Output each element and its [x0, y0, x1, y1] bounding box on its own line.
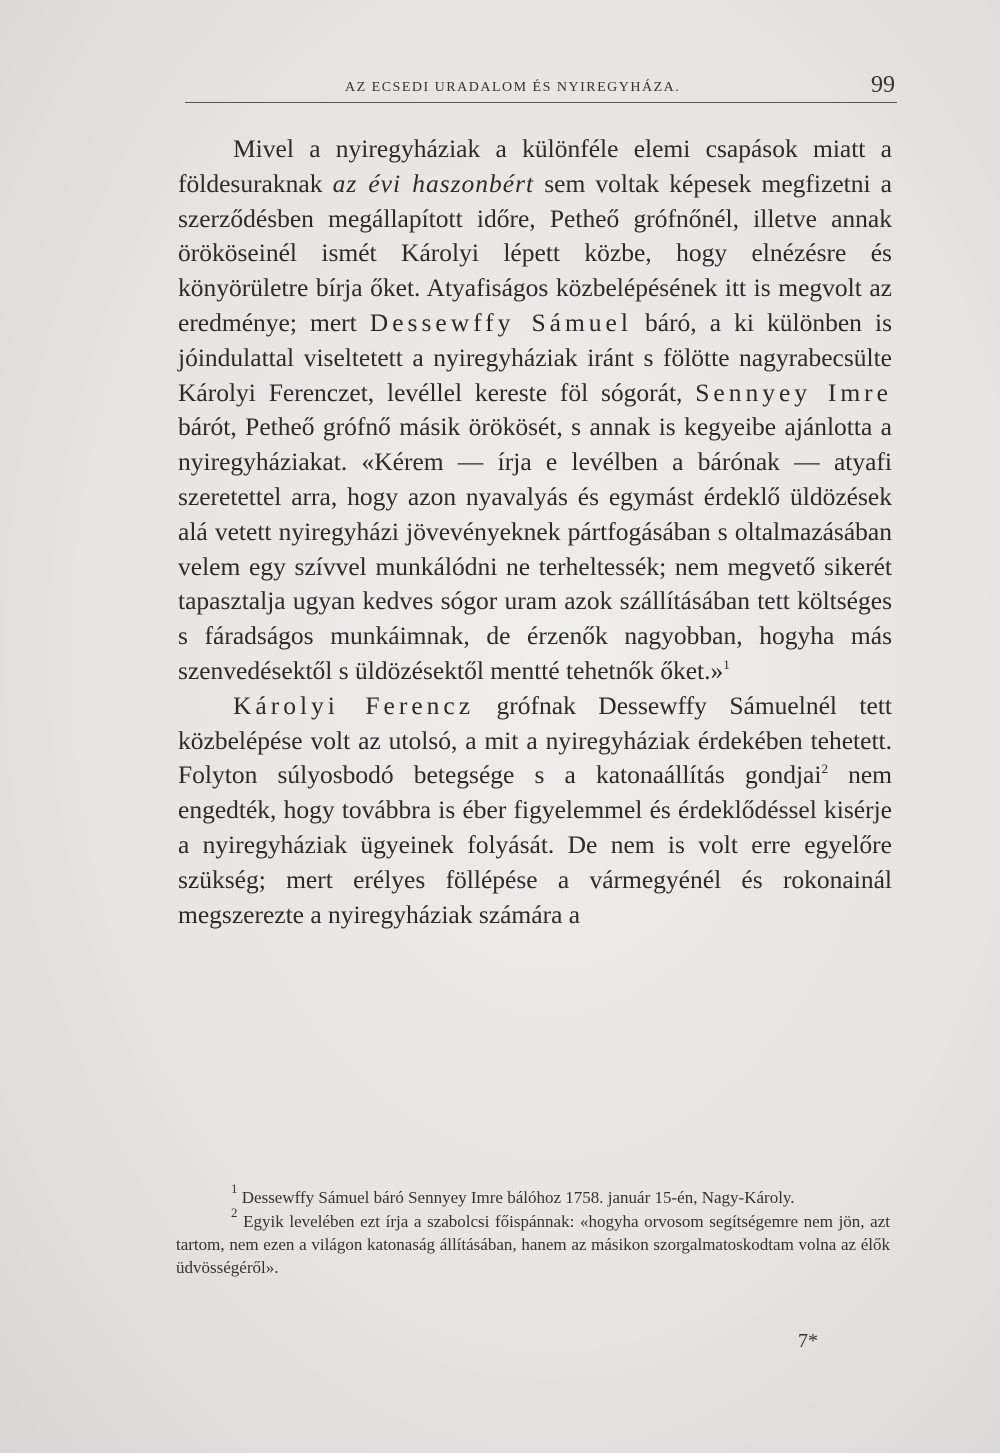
signature-mark: 7* [798, 1330, 818, 1352]
footnotes [176, 1181, 890, 1280]
italic-phrase: az évi haszonbért [332, 168, 535, 198]
footnote-ref-2: 2 [821, 761, 828, 777]
spaced-name: Sennyey Imre [695, 377, 892, 407]
spaced-name: Dessewffy Sámuel [369, 307, 632, 337]
footnote-2: $^2$ Egyik levelében ezt írja a szabolcsi főispánnak: «hogyha orvosom segítségemre nem jön, azt tartom, nem ezen a világon katonaság állításában, hanem az másikon szorgalmatoskodtam volna az élők üdvösségéről». [176, 1205, 890, 1277]
spaced-name: Károlyi Ferencz [233, 690, 475, 720]
body-text [178, 132, 892, 932]
paragraph-1: Mivel a nyiregyháziak a különféle elemi csapások miatt a földesuraknak az évi haszonbért sem voltak képesek megfizetni a szerződésben megállapított időre, Petheő grófnőnél, illetve annak örököseinél ismét Károlyi lépett közbe, hogy elnézésre és könyörületre bírja őket. Atyafiságos közbelépésének itt is megvolt az eredménye; mert Dessewffy Sámuel báró, a ki különben is jóindulattal viseltetett a nyiregyháziak iránt s fölötte nagyrabecsülte Károlyi Ferenczet, levéllel kereste föl sógorát, Sennyey Imre bárót, Petheő grófnő másik örökösét, s annak is kegyeibe ajánlotta a nyiregyháziakat. «Kérem — írja e levélben a bárónak — atyafi szeretettel arra, hogy azon nyavalyás és egymást érdeklő üldözések alá vetett nyiregyházi jövevényeknek pártfogásában s oltalmazásában velem egy szívvel munkálódni ne terheltessék; nem megvető sikerét tapasztalja ugyan kedves sógor uram azok szállításában tett költséges s fáradságos munkáimnak, de érzenők nagyobban, hogyha más szenvedésektől s üldözésektől mentté tehetnők őket.»$^1$ [178, 134, 892, 685]
footnote-ref-1: 1 [723, 656, 730, 672]
page-header [185, 74, 897, 103]
paragraph-2: Károlyi Ferencz grófnak Dessewffy Sámuelnél tett közbelépése volt az utolsó, a mit a nyiregyháziak érdekében tehetett. Folyton súlyosbodó betegsége s a katonaállítás gondjai$^2$ nem engedték, hogy továbbra is éber figyelemmel és érdeklődéssel kisérje a nyiregyháziak ügyeinek folyását. De nem is volt erre egyelőre szükség; mert erélyes föllépése a vármegyénél és rokonainál megszerezte a nyiregyháziak számára a [178, 690, 893, 929]
page-number: 99 [871, 72, 895, 98]
running-title: AZ ECSEDI URADALOM ÉS NYIREGYHÁZA. [345, 80, 681, 95]
footnote-1: $^1$ Dessewffy Sámuel báró Sennyey Imre bálóhoz 1758. január 15-én, Nagy-Károly. [231, 1181, 795, 1207]
